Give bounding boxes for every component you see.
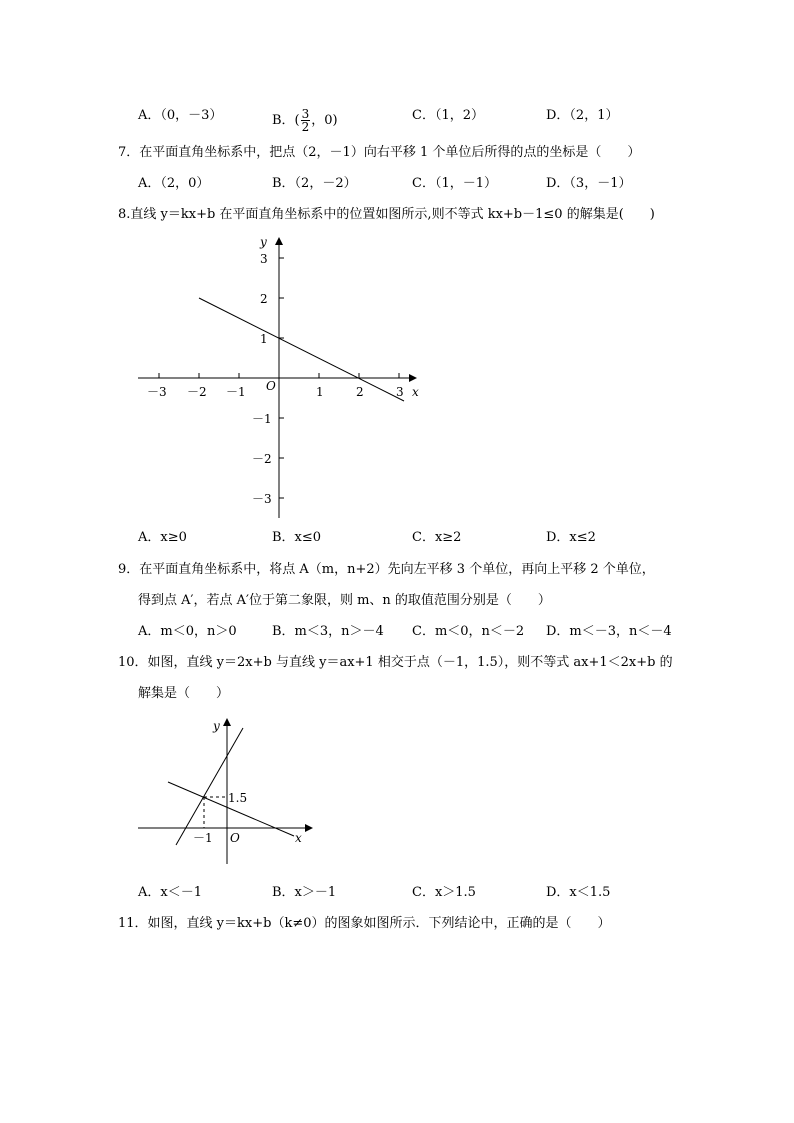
q8-graph [130, 228, 430, 524]
q8-option-b[interactable]: B．x≤0 [272, 530, 322, 545]
fraction-numerator: 3 [301, 107, 310, 121]
q8-origin-label: O [266, 379, 276, 393]
q8-y-tick-label: 2 [260, 292, 268, 306]
q7-option-c[interactable]: C．（1，－1） [412, 176, 497, 191]
q8-option-d[interactable]: D．x≤2 [546, 530, 596, 545]
q9-stem-line2: 得到点 A′，若点 A′位于第二象限，则 m、n 的取值范围分别是（ ） [138, 593, 551, 608]
q10-point-y-label: 1.5 [228, 791, 248, 805]
q8-option-c[interactable]: C．x≥2 [412, 530, 462, 545]
q6-option-b-suffix: ，0) [311, 113, 338, 128]
q10-point-x-label: －1 [193, 831, 213, 845]
q8-y-label: y [260, 235, 267, 249]
q7-option-b[interactable]: B．（2，－2） [272, 176, 357, 191]
q6-option-d[interactable]: D．（2，1） [546, 108, 619, 123]
q8-x-tick-label: 1 [316, 385, 324, 399]
q8-option-a[interactable]: A．x≥0 [138, 530, 187, 545]
q9-option-b[interactable]: B．m＜3，n＞－4 [272, 624, 384, 639]
q8-x-label: x [412, 385, 419, 399]
q9-option-d[interactable]: D．m＜－3，n＜－4 [546, 624, 672, 639]
q9-option-c[interactable]: C．m＜0，n＜－2 [412, 624, 525, 639]
q10-y-label: y [213, 719, 220, 733]
q10-option-b[interactable]: B．x＞－1 [272, 885, 337, 900]
q8-y-tick-label: 3 [260, 252, 268, 266]
q10-option-d[interactable]: D．x＜1.5 [546, 885, 611, 900]
q6-option-b-prefix: B．( [272, 113, 300, 128]
q10-x-label: x [295, 831, 302, 845]
q8-x-tick-label: －3 [147, 385, 167, 399]
q8-x-tick-label: －2 [187, 385, 207, 399]
q8-x-tick-label: －1 [226, 385, 246, 399]
q10-option-c[interactable]: C．x＞1.5 [412, 885, 476, 900]
q8-y-tick-label: －3 [252, 492, 272, 506]
q7-option-a[interactable]: A．（2，0） [138, 176, 210, 191]
q8-stem: 8.直线 y＝kx+b 在平面直角坐标系中的位置如图所示,则不等式 kx+b－1≤0 的解集是( ) [118, 207, 655, 222]
q8-x-tick-label: 3 [396, 385, 404, 399]
q6-option-a[interactable]: A．（0，－3） [138, 108, 223, 123]
q8-y-tick-label: －1 [252, 412, 272, 426]
q10-option-a[interactable]: A．x＜－1 [138, 885, 202, 900]
q9-option-a[interactable]: A．m＜0，n＞0 [138, 624, 237, 639]
q8-y-tick-label: －2 [252, 452, 272, 466]
q10-line-steep [176, 728, 243, 845]
q7-stem: 7．在平面直角坐标系中，把点（2，－1）向右平移 1 个单位后所得的点的坐标是（ ） [118, 145, 641, 160]
q10-graph [130, 714, 320, 870]
fraction-denominator: 2 [301, 120, 310, 134]
q10-stem-line2: 解集是（ ） [138, 686, 230, 701]
q11-stem: 11．如图，直线 y＝kx+b（k≠0）的图象如图所示．下列结论中，正确的是（ ） [118, 916, 611, 931]
q9-stem-line1: 9．在平面直角坐标系中，将点 A（m，n+2）先向左平移 3 个单位，再向上平移 2 个单位， [118, 562, 655, 577]
q8-x-tick-label: 2 [356, 385, 364, 399]
q10-stem-line1: 10．如图，直线 y＝2x+b 与直线 y＝ax+1 相交于点（－1，1.5），则不等式 ax+1＜2x+b 的 [118, 655, 673, 670]
q8-y-tick-label: 1 [260, 332, 268, 346]
q6-option-b-fraction [301, 108, 311, 133]
q7-option-d[interactable]: D．（3，－1） [546, 176, 632, 191]
q6-option-b[interactable] [272, 108, 338, 133]
q6-option-c[interactable]: C．（1，2） [412, 108, 484, 123]
q10-origin-label: O [230, 831, 240, 845]
